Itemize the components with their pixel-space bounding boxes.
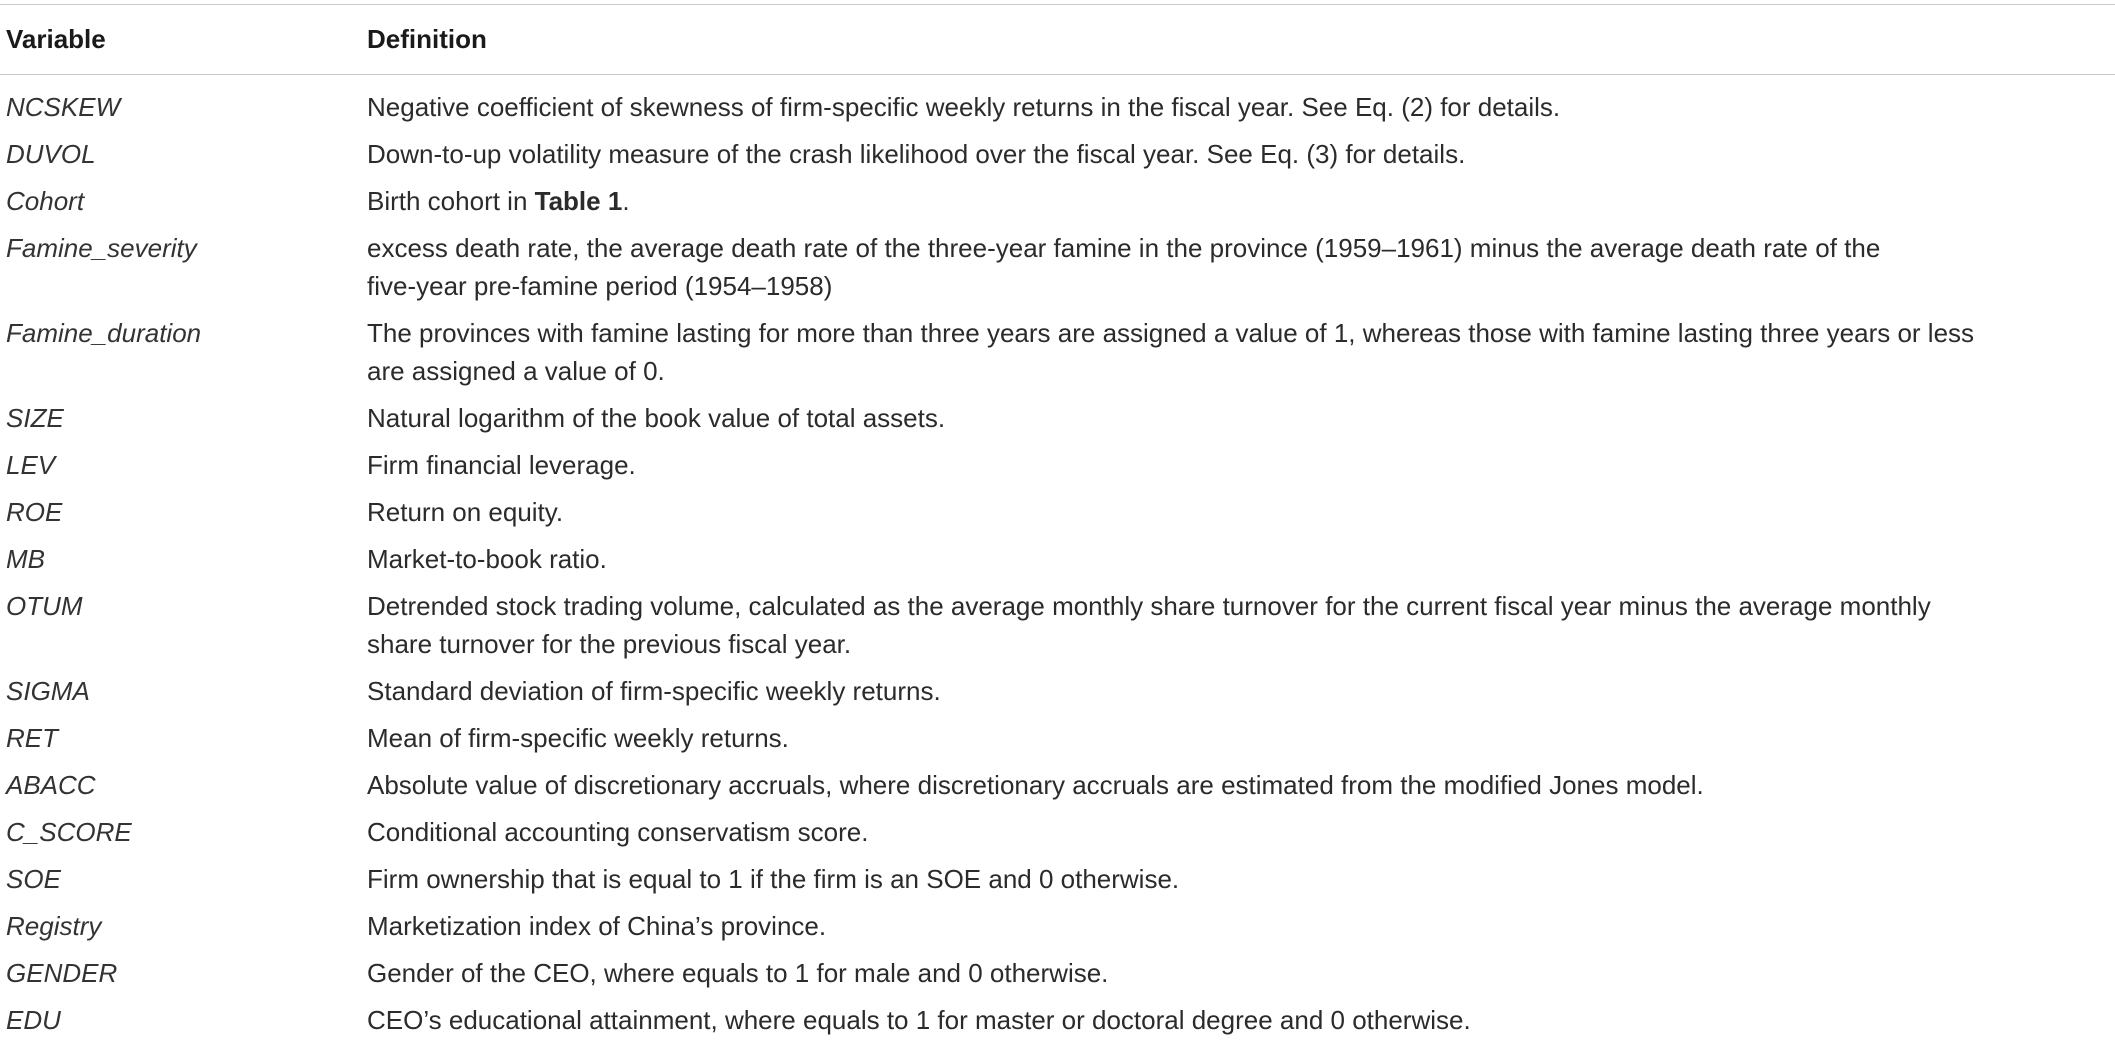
variable-name: SOE (6, 864, 61, 894)
definition-line: The provinces with famine lasting for more than three years are assigned a value of 1, whereas those with famine lasting three years or less (367, 318, 1975, 348)
variable-definition: Mean of firm-specific weekly returns. (367, 723, 789, 753)
definition-line: are assigned a value of 0. (367, 356, 665, 386)
variable-name: ABACC (6, 770, 96, 800)
variable-name: EDU (6, 1005, 61, 1035)
variable-definition: Gender of the CEO, where equals to 1 for male and 0 otherwise. (367, 958, 1109, 988)
table-row (0, 902, 2115, 949)
variable-definition (367, 224, 2115, 309)
variable-name: Famine_severity (6, 233, 197, 263)
table-row (0, 177, 2115, 224)
variable-name: NCSKEW (6, 92, 121, 122)
definition-line: share turnover for the previous fiscal year. (367, 629, 852, 659)
variable-name: SIGMA (6, 676, 90, 706)
variable-definition: Firm ownership that is equal to 1 if the firm is an SOE and 0 otherwise. (367, 864, 1180, 894)
variable-name: Registry (6, 911, 102, 941)
variable-definition: Down-to-up volatility measure of the crash likelihood over the fiscal year. See Eq. (3) for details. (367, 139, 1466, 169)
table-row (0, 855, 2115, 902)
variable-definitions-table (0, 5, 2115, 1043)
table-row (0, 535, 2115, 582)
table-row (0, 996, 2115, 1043)
variable-definition: Negative coefficient of skewness of firm-specific weekly returns in the fiscal year. See Eq. (2) for details. (367, 92, 1561, 122)
variable-definition: Return on equity. (367, 497, 564, 527)
variable-definition: Firm financial leverage. (367, 450, 636, 480)
variable-name: Cohort (6, 186, 85, 216)
header-row (0, 5, 2115, 74)
variable-definition (367, 309, 2115, 394)
variable-definition (367, 582, 2115, 667)
table-row (0, 309, 2115, 394)
column-header-variable: Variable (6, 24, 106, 54)
variable-name: GENDER (6, 958, 118, 988)
definition-line: five-year pre-famine period (1954–1958) (367, 271, 833, 301)
table-row (0, 582, 2115, 667)
variable-definition: Conditional accounting conservatism score. (367, 817, 869, 847)
definition-text: Birth cohort in (367, 186, 535, 216)
table-row (0, 761, 2115, 808)
variable-name: DUVOL (6, 139, 96, 169)
table-row (0, 441, 2115, 488)
variable-definition: Natural logarithm of the book value of total assets. (367, 403, 946, 433)
variable-name: Famine_duration (6, 318, 202, 348)
table-reference-link[interactable]: Table 1 (534, 186, 623, 216)
definition-line: excess death rate, the average death rate of the three-year famine in the province (1959–1961) minus the average death rate of the (367, 233, 1881, 263)
table-row (0, 808, 2115, 855)
table-row (0, 714, 2115, 761)
table-row (0, 488, 2115, 535)
variable-name: LEV (6, 450, 56, 480)
definition-line: Detrended stock trading volume, calculated as the average monthly share turnover for the current fiscal year minus the average monthly (367, 591, 1931, 621)
variable-definition: Absolute value of discretionary accruals, where discretionary accruals are estimated from the modified Jones model. (367, 770, 1704, 800)
table-row (0, 224, 2115, 309)
variable-name: ROE (6, 497, 63, 527)
variable-name: SIZE (6, 403, 64, 433)
table-row (0, 949, 2115, 996)
variable-definition: Market-to-book ratio. (367, 544, 607, 574)
definition-text: . (622, 186, 630, 216)
table-row (0, 130, 2115, 177)
table-row (0, 667, 2115, 714)
variable-definition: Marketization index of China’s province. (367, 911, 827, 941)
variable-name: RET (6, 723, 58, 753)
variable-definition (367, 177, 2115, 224)
table-row (0, 394, 2115, 441)
table-row (0, 74, 2115, 130)
variable-definition: Standard deviation of firm-specific weekly returns. (367, 676, 941, 706)
variable-name: MB (6, 544, 45, 574)
variable-name: OTUM (6, 591, 83, 621)
variable-definition: CEO’s educational attainment, where equals to 1 for master or doctoral degree and 0 otherwise. (367, 1005, 1471, 1035)
column-header-definition: Definition (367, 24, 487, 54)
variable-name: C_SCORE (6, 817, 132, 847)
